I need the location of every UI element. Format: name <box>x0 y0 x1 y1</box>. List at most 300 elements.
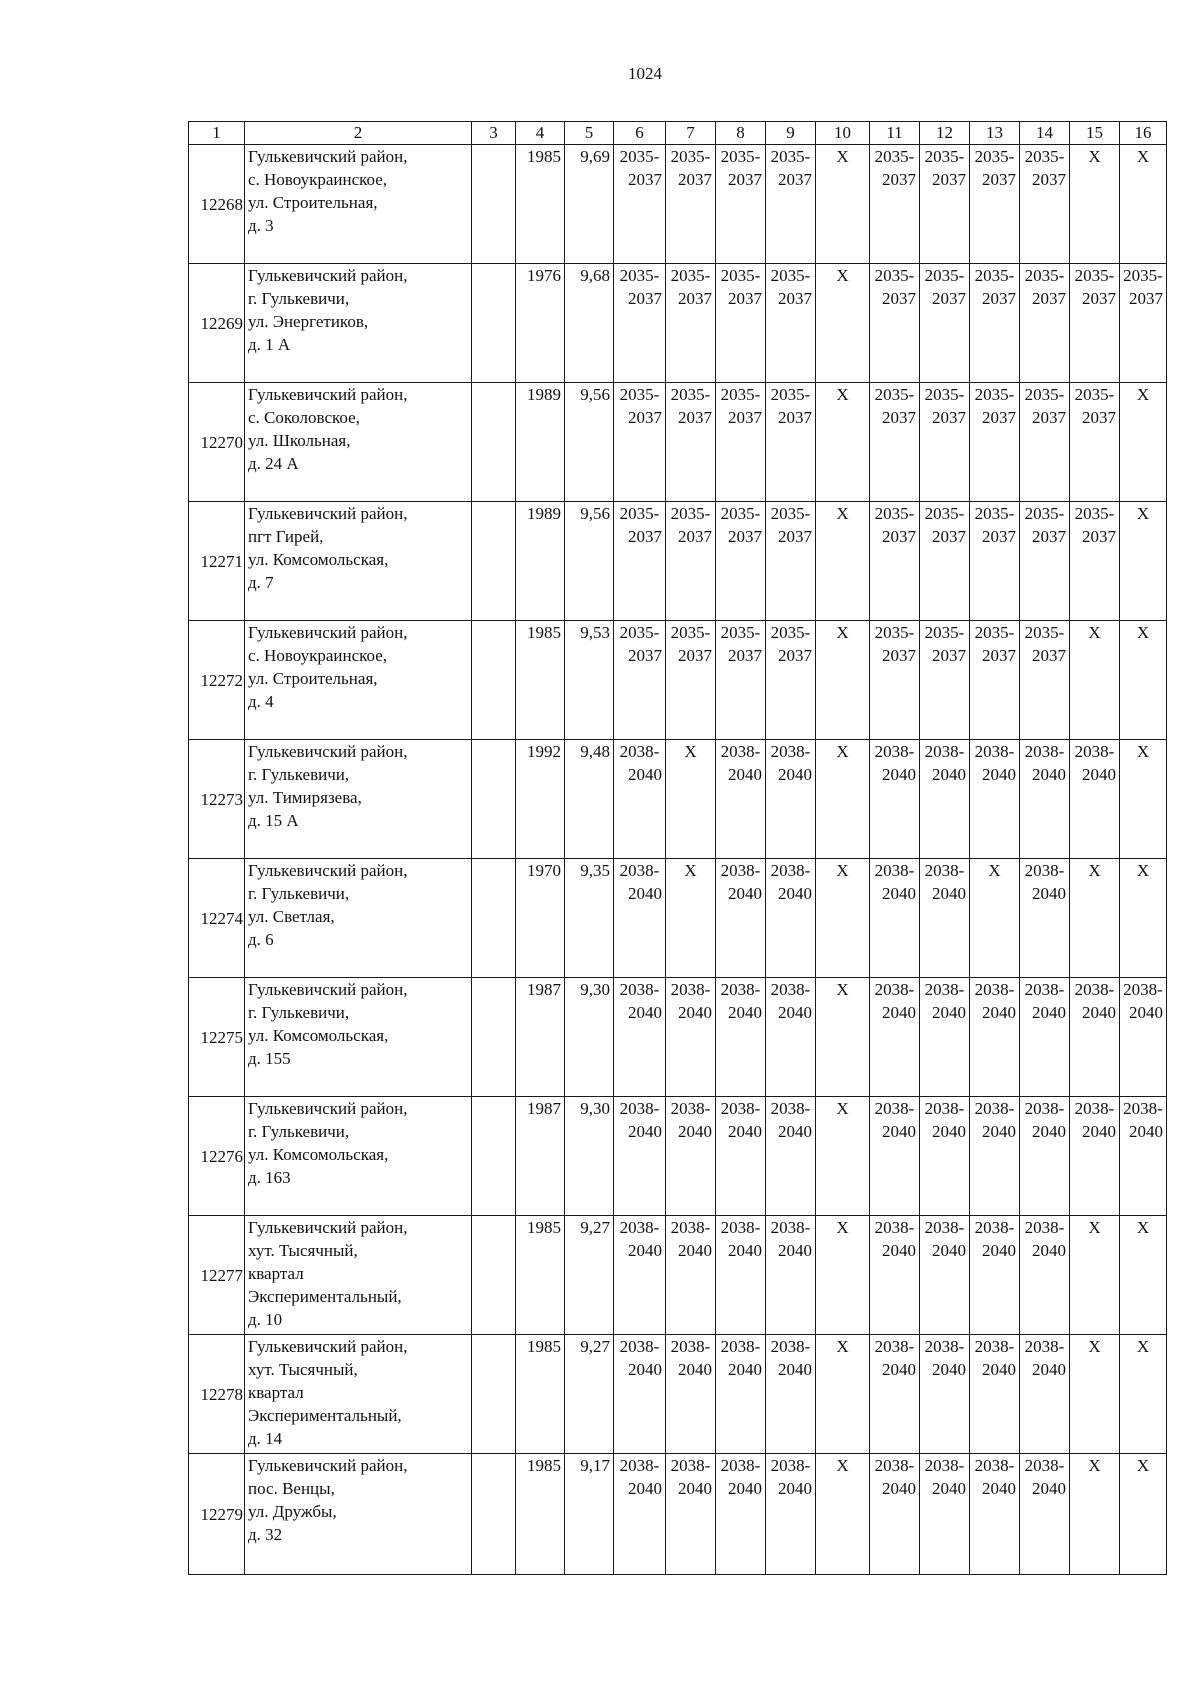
period-end: 2037 <box>932 527 966 546</box>
address-line: г. Гулькевичи, <box>248 289 350 308</box>
x-mark: X <box>836 623 849 642</box>
period-end: 2037 <box>1032 170 1066 189</box>
address-line: Гулькевичский район, <box>248 1218 408 1237</box>
period-end: 2037 <box>882 170 916 189</box>
x-mark: X <box>1136 861 1150 880</box>
period-cell <box>1020 502 1070 621</box>
period-start: 2035- <box>974 385 1015 404</box>
row-id: 12278 <box>189 1335 245 1454</box>
period-start: 2038- <box>670 980 711 999</box>
period-end: 2040 <box>1082 1122 1116 1141</box>
period-cell <box>1020 264 1070 383</box>
period-start: 2035- <box>670 266 711 285</box>
period-start: 2035- <box>874 385 915 404</box>
x-mark: X <box>684 861 697 880</box>
x-mark: X <box>1136 504 1150 523</box>
period-cell <box>766 1454 816 1575</box>
period-start: 2038- <box>670 1456 711 1475</box>
period-start: 2038- <box>974 1218 1015 1237</box>
address-line: ул. Комсомольская, <box>248 1026 389 1045</box>
col3-cell <box>472 502 516 621</box>
address-line: Гулькевичский район, <box>248 266 408 285</box>
period-start: 2038- <box>670 1337 711 1356</box>
period-cell <box>920 145 970 264</box>
address-line: ул. Дружбы, <box>248 1502 337 1521</box>
period-start: 2035- <box>720 504 761 523</box>
column-header-1: 1 <box>189 122 245 145</box>
period-cell <box>614 1216 666 1335</box>
schedule-table <box>188 121 1167 1575</box>
period-start: 2038- <box>874 1337 915 1356</box>
year-cell: 1989 <box>516 502 565 621</box>
table-row <box>189 1097 1167 1216</box>
period-cell <box>920 978 970 1097</box>
period-start: 2038- <box>619 742 660 761</box>
table-row <box>189 859 1167 978</box>
period-start: 2035- <box>670 147 711 166</box>
address-line: ул. Тимирязева, <box>248 788 362 807</box>
period-start: 2038- <box>720 1218 761 1237</box>
table-row <box>189 264 1167 383</box>
period-end: 2037 <box>1082 408 1116 427</box>
address-line: г. Гулькевичи, <box>248 884 350 903</box>
period-end: 2040 <box>678 1360 712 1379</box>
column-header-7: 7 <box>666 122 716 145</box>
period-start: 2038- <box>1024 742 1065 761</box>
period-cell <box>716 502 766 621</box>
period-end: 2037 <box>1032 289 1066 308</box>
x-mark: X <box>1136 147 1150 166</box>
period-cell <box>1020 859 1070 978</box>
col3-cell <box>472 145 516 264</box>
period-start: 2038- <box>720 980 761 999</box>
period-start: 2038- <box>619 1456 660 1475</box>
value-cell: 9,27 <box>565 1335 614 1454</box>
period-end: 2040 <box>628 1241 662 1260</box>
period-start: 2038- <box>874 1099 915 1118</box>
period-end: 2037 <box>678 289 712 308</box>
period-cell <box>614 859 666 978</box>
period-start: 2035- <box>770 266 811 285</box>
address-line: д. 10 <box>248 1310 283 1329</box>
period-cell <box>920 1454 970 1575</box>
period-end: 2037 <box>678 646 712 665</box>
period-cell <box>1120 383 1167 502</box>
period-start: 2038- <box>924 861 965 880</box>
period-start: 2038- <box>770 742 811 761</box>
period-start: 2038- <box>619 1337 660 1356</box>
period-cell <box>970 383 1020 502</box>
period-start: 2038- <box>974 742 1015 761</box>
period-end: 2037 <box>778 289 812 308</box>
row-id: 12270 <box>189 383 245 502</box>
period-start: 2038- <box>924 1337 965 1356</box>
row-id: 12271 <box>189 502 245 621</box>
period-end: 2040 <box>1082 1003 1116 1022</box>
period-cell <box>1070 859 1120 978</box>
column-header-8: 8 <box>716 122 766 145</box>
period-cell <box>1020 621 1070 740</box>
period-end: 2037 <box>678 170 712 189</box>
column-header-15: 15 <box>1070 122 1120 145</box>
period-end: 2037 <box>932 170 966 189</box>
period-end: 2040 <box>728 1241 762 1260</box>
address-line: пос. Венцы, <box>248 1479 335 1498</box>
period-end: 2040 <box>982 1241 1016 1260</box>
period-start: 2038- <box>874 742 915 761</box>
period-start: 2038- <box>770 1337 811 1356</box>
period-end: 2040 <box>982 1122 1016 1141</box>
x-mark: X <box>836 1099 849 1118</box>
table-row <box>189 1454 1167 1575</box>
period-cell <box>970 621 1020 740</box>
period-end: 2037 <box>728 289 762 308</box>
period-cell <box>666 1454 716 1575</box>
period-start: 2038- <box>1024 980 1065 999</box>
period-end: 2037 <box>728 527 762 546</box>
period-end: 2040 <box>932 884 966 903</box>
period-cell <box>766 1097 816 1216</box>
period-cell <box>970 859 1020 978</box>
period-start: 2035- <box>1074 385 1115 404</box>
address-line: ул. Строительная, <box>248 669 378 688</box>
table-row <box>189 383 1167 502</box>
address-line: д. 1 А <box>248 335 291 354</box>
period-cell <box>666 621 716 740</box>
period-end: 2040 <box>932 1479 966 1498</box>
period-end: 2040 <box>728 1003 762 1022</box>
period-start: 2038- <box>770 1099 811 1118</box>
period-end: 2040 <box>982 765 1016 784</box>
period-end: 2040 <box>1032 765 1066 784</box>
address-cell <box>245 1335 472 1454</box>
col3-cell <box>472 621 516 740</box>
period-end: 2037 <box>982 527 1016 546</box>
period-end: 2040 <box>982 1360 1016 1379</box>
period-cell <box>970 1097 1020 1216</box>
period-start: 2038- <box>1074 742 1115 761</box>
period-cell <box>666 859 716 978</box>
address-line: д. 32 <box>248 1525 283 1544</box>
period-cell <box>1120 740 1167 859</box>
address-line: ул. Комсомольская, <box>248 1145 389 1164</box>
period-end: 2040 <box>678 1003 712 1022</box>
period-end: 2040 <box>628 1122 662 1141</box>
period-cell <box>1120 1097 1167 1216</box>
period-start: 2035- <box>619 623 660 642</box>
period-cell <box>766 502 816 621</box>
period-start: 2035- <box>974 504 1015 523</box>
period-cell <box>1120 145 1167 264</box>
period-end: 2037 <box>932 289 966 308</box>
period-start: 2038- <box>874 861 915 880</box>
period-start: 2038- <box>1074 980 1115 999</box>
column-header-4: 4 <box>516 122 565 145</box>
period-start: 2035- <box>720 623 761 642</box>
address-line: д. 4 <box>248 692 274 711</box>
period-cell <box>816 145 870 264</box>
period-start: 2038- <box>670 1099 711 1118</box>
row-id: 12274 <box>189 859 245 978</box>
period-end: 2037 <box>678 527 712 546</box>
period-cell <box>716 1335 766 1454</box>
period-cell <box>614 978 666 1097</box>
period-start: 2038- <box>1024 1337 1065 1356</box>
period-cell <box>666 1335 716 1454</box>
period-end: 2037 <box>628 408 662 427</box>
period-cell <box>920 1335 970 1454</box>
period-cell <box>920 383 970 502</box>
period-end: 2040 <box>882 884 916 903</box>
period-end: 2040 <box>882 1241 916 1260</box>
period-cell <box>1020 1097 1070 1216</box>
value-cell: 9,68 <box>565 264 614 383</box>
x-mark: X <box>836 385 849 404</box>
year-cell: 1985 <box>516 1335 565 1454</box>
period-start: 2035- <box>924 504 965 523</box>
period-start: 2038- <box>720 1099 761 1118</box>
period-end: 2040 <box>932 1241 966 1260</box>
period-start: 2038- <box>924 980 965 999</box>
row-id: 12277 <box>189 1216 245 1335</box>
address-line: д. 6 <box>248 930 274 949</box>
period-end: 2040 <box>932 1122 966 1141</box>
period-end: 2037 <box>932 408 966 427</box>
year-cell: 1985 <box>516 1454 565 1575</box>
period-start: 2038- <box>1123 980 1163 999</box>
period-cell <box>1120 1335 1167 1454</box>
period-cell <box>666 978 716 1097</box>
period-start: 2038- <box>770 980 811 999</box>
period-cell <box>970 978 1020 1097</box>
period-end: 2040 <box>1032 1360 1066 1379</box>
period-start: 2038- <box>720 1337 761 1356</box>
row-id: 12275 <box>189 978 245 1097</box>
row-id: 12279 <box>189 1454 245 1575</box>
period-end: 2040 <box>678 1241 712 1260</box>
period-end: 2040 <box>728 1122 762 1141</box>
address-line: д. 155 <box>248 1049 291 1068</box>
period-end: 2037 <box>778 646 812 665</box>
period-cell <box>816 978 870 1097</box>
column-header-16: 16 <box>1120 122 1167 145</box>
period-cell <box>1120 1216 1167 1335</box>
period-end: 2040 <box>678 1479 712 1498</box>
address-cell <box>245 1216 472 1335</box>
period-end: 2040 <box>778 1003 812 1022</box>
period-cell <box>666 383 716 502</box>
period-cell <box>666 502 716 621</box>
period-cell <box>1070 1216 1120 1335</box>
address-line: Гулькевичский район, <box>248 623 408 642</box>
period-cell <box>870 978 920 1097</box>
period-start: 2038- <box>770 1218 811 1237</box>
address-line: д. 14 <box>248 1429 283 1448</box>
period-cell <box>614 264 666 383</box>
period-start: 2035- <box>619 147 660 166</box>
period-cell <box>1070 383 1120 502</box>
period-start: 2038- <box>720 1456 761 1475</box>
period-cell <box>870 1454 920 1575</box>
period-cell <box>666 740 716 859</box>
period-cell <box>816 383 870 502</box>
period-start: 2038- <box>619 861 660 880</box>
period-end: 2037 <box>628 527 662 546</box>
row-id: 12272 <box>189 621 245 740</box>
address-cell <box>245 1454 472 1575</box>
period-start: 2035- <box>1074 266 1115 285</box>
period-cell <box>870 1335 920 1454</box>
period-start: 2038- <box>1074 1099 1115 1118</box>
x-mark: X <box>836 266 849 285</box>
address-line: д. 3 <box>248 216 274 235</box>
table-row <box>189 978 1167 1097</box>
period-end: 2040 <box>882 1003 916 1022</box>
period-start: 2035- <box>670 623 711 642</box>
period-start: 2038- <box>974 980 1015 999</box>
period-end: 2040 <box>778 1241 812 1260</box>
period-cell <box>1020 1335 1070 1454</box>
address-line: Гулькевичский район, <box>248 504 408 523</box>
period-end: 2037 <box>982 289 1016 308</box>
address-line: д. 24 А <box>248 454 299 473</box>
period-end: 2037 <box>728 170 762 189</box>
address-cell <box>245 978 472 1097</box>
address-line: ул. Энергетиков, <box>248 312 369 331</box>
period-end: 2037 <box>778 170 812 189</box>
period-cell <box>766 978 816 1097</box>
period-cell <box>970 264 1020 383</box>
period-start: 2035- <box>720 266 761 285</box>
period-cell <box>716 1454 766 1575</box>
period-cell <box>716 264 766 383</box>
period-start: 2035- <box>619 504 660 523</box>
period-cell <box>1020 1216 1070 1335</box>
x-mark: X <box>988 861 1001 880</box>
period-cell <box>920 1097 970 1216</box>
period-cell <box>816 264 870 383</box>
period-start: 2038- <box>720 742 761 761</box>
period-start: 2035- <box>770 623 811 642</box>
address-cell <box>245 740 472 859</box>
address-line: ул. Светлая, <box>248 907 335 926</box>
x-mark: X <box>1136 742 1150 761</box>
period-start: 2038- <box>924 1099 965 1118</box>
period-end: 2037 <box>728 408 762 427</box>
period-start: 2035- <box>1024 385 1065 404</box>
period-start: 2038- <box>1123 1099 1163 1118</box>
row-id: 12276 <box>189 1097 245 1216</box>
period-cell <box>614 740 666 859</box>
period-end: 2037 <box>678 408 712 427</box>
table-header-row <box>189 122 1167 145</box>
period-end: 2040 <box>932 1003 966 1022</box>
year-cell: 1976 <box>516 264 565 383</box>
period-cell <box>614 621 666 740</box>
period-cell <box>920 859 970 978</box>
value-cell: 9,56 <box>565 383 614 502</box>
x-mark: X <box>1136 623 1150 642</box>
period-cell <box>716 145 766 264</box>
x-mark: X <box>1136 1218 1150 1237</box>
column-header-2: 2 <box>245 122 472 145</box>
address-cell <box>245 859 472 978</box>
period-start: 2035- <box>874 623 915 642</box>
period-cell <box>870 621 920 740</box>
period-cell <box>716 1097 766 1216</box>
address-line: Гулькевичский район, <box>248 742 408 761</box>
period-start: 2038- <box>720 861 761 880</box>
period-end: 2037 <box>628 170 662 189</box>
period-start: 2038- <box>874 1456 915 1475</box>
address-cell <box>245 264 472 383</box>
period-end: 2040 <box>1129 1003 1163 1022</box>
period-cell <box>766 383 816 502</box>
page-number: 1024 <box>628 64 662 83</box>
address-cell <box>245 621 472 740</box>
period-cell <box>970 740 1020 859</box>
value-cell: 9,30 <box>565 978 614 1097</box>
period-end: 2037 <box>728 646 762 665</box>
period-cell <box>816 502 870 621</box>
period-start: 2038- <box>874 980 915 999</box>
col3-cell <box>472 978 516 1097</box>
address-line: Гулькевичский район, <box>248 385 408 404</box>
column-header-9: 9 <box>766 122 816 145</box>
period-start: 2035- <box>619 266 660 285</box>
address-line: Гулькевичский район, <box>248 1099 408 1118</box>
period-start: 2038- <box>619 1218 660 1237</box>
table-row <box>189 145 1167 264</box>
period-end: 2040 <box>882 1479 916 1498</box>
period-cell <box>1020 1454 1070 1575</box>
year-cell: 1970 <box>516 859 565 978</box>
column-header-14: 14 <box>1020 122 1070 145</box>
period-end: 2037 <box>982 170 1016 189</box>
period-cell <box>614 502 666 621</box>
period-cell <box>1070 978 1120 1097</box>
table-row <box>189 1216 1167 1335</box>
period-end: 2037 <box>1129 289 1163 308</box>
x-mark: X <box>836 861 849 880</box>
x-mark: X <box>836 1337 849 1356</box>
value-cell: 9,56 <box>565 502 614 621</box>
address-line: д. 163 <box>248 1168 291 1187</box>
period-start: 2035- <box>974 147 1015 166</box>
period-cell <box>870 1097 920 1216</box>
period-end: 2040 <box>728 765 762 784</box>
period-start: 2038- <box>1024 861 1065 880</box>
period-cell <box>870 383 920 502</box>
period-cell <box>614 145 666 264</box>
x-mark: X <box>1088 1218 1101 1237</box>
address-line: квартал <box>248 1383 304 1402</box>
period-start: 2038- <box>1024 1456 1065 1475</box>
value-cell: 9,17 <box>565 1454 614 1575</box>
col3-cell <box>472 1216 516 1335</box>
period-cell <box>1070 1454 1120 1575</box>
x-mark: X <box>1088 861 1101 880</box>
x-mark: X <box>836 1456 849 1475</box>
period-start: 2038- <box>924 742 965 761</box>
x-mark: X <box>1136 1337 1150 1356</box>
table-body <box>189 122 1167 1575</box>
period-start: 2035- <box>1074 504 1115 523</box>
period-start: 2038- <box>770 861 811 880</box>
address-line: с. Соколовское, <box>248 408 360 427</box>
col3-cell <box>472 1335 516 1454</box>
period-start: 2035- <box>924 623 965 642</box>
